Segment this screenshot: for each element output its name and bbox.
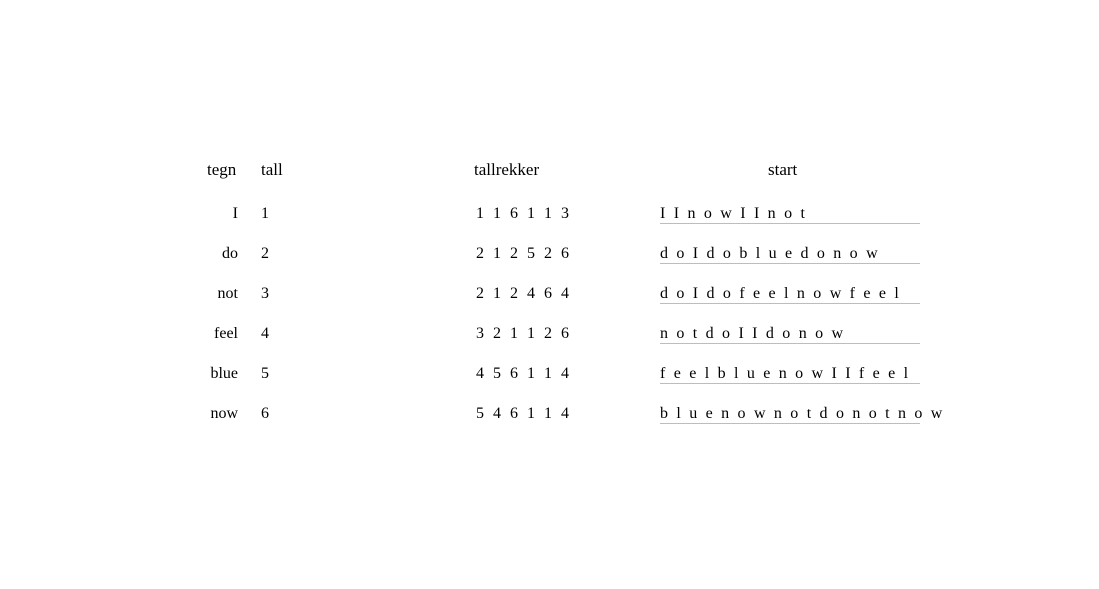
cell-start-words: n o t d o I I d o n o w — [660, 325, 920, 344]
cell-tall: 4 — [261, 325, 269, 342]
cell-tall: 5 — [261, 365, 269, 382]
cell-tegn: feel — [214, 325, 238, 342]
table-row — [0, 325, 1099, 345]
column-header-tallrekker: tallrekker — [474, 160, 540, 179]
cell-tall: 6 — [261, 405, 269, 422]
table-row — [0, 285, 1099, 305]
table-row — [0, 245, 1099, 265]
cell-start-words: d o I d o f e e l n o w f e e l — [660, 285, 920, 304]
cell-start-words: f e e l b l u e n o w I I f e e l — [660, 365, 920, 384]
column-header-start: start — [768, 160, 798, 179]
cell-tallrekke: 3 2 1 1 2 6 — [476, 325, 572, 342]
cell-start-words: d o I d o b l u e d o n o w — [660, 245, 920, 264]
cell-tegn: blue — [210, 365, 238, 382]
cell-tegn: do — [222, 245, 238, 262]
cell-tegn: I — [232, 205, 238, 222]
cell-tall: 3 — [261, 285, 269, 302]
cell-tall: 2 — [261, 245, 269, 262]
table-body — [0, 205, 1099, 422]
table-row — [0, 405, 1099, 425]
table-row — [0, 365, 1099, 385]
cell-tallrekke: 2 1 2 5 2 6 — [476, 245, 572, 262]
column-header-tegn: tegn — [207, 160, 237, 179]
cell-tallrekke: 4 5 6 1 1 4 — [476, 365, 572, 382]
cell-tallrekke: 1 1 6 1 1 3 — [476, 205, 572, 222]
cell-tegn: now — [210, 405, 238, 422]
cell-start-words: b l u e n o w n o t d o n o t n o w — [660, 405, 945, 422]
column-header-row — [0, 160, 1099, 186]
cell-start-words: I I n o w I I n o t — [660, 205, 920, 224]
cell-tallrekke: 2 1 2 4 6 4 — [476, 285, 572, 302]
table-row — [0, 205, 1099, 225]
column-header-tall: tall — [261, 160, 283, 179]
cell-tall: 1 — [261, 205, 269, 222]
cell-tallrekke: 5 4 6 1 1 4 — [476, 405, 572, 422]
cell-tegn: not — [217, 285, 238, 302]
